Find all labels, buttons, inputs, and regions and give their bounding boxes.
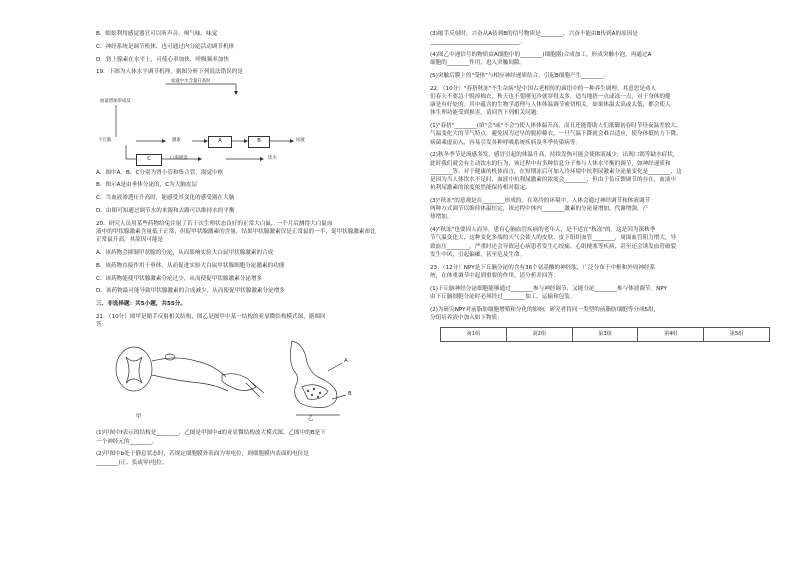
q20-option-b: B．该药物直接作用于垂体，从而促进实验大白鼠甲状腺细胞分泌激素的功能 (96, 262, 285, 269)
question-20-stem-3: 正常鼠升高，其原因可能是 (96, 237, 164, 244)
q23-part1-cont: 由下丘脑细胞分泌时必须经过________加工、运输和包装。 (430, 293, 576, 300)
q22-part4-cont3: 发生中风，引起偏瘫，甚至危及生命。 (430, 251, 526, 258)
diagram-arrows (96, 79, 448, 165)
question-21-stem: 21．（10分）图甲是缩手反射相关结构，图乙是图甲中某一结构的亚显微结构模式图，据图回 (96, 313, 326, 320)
left-column (96, 30, 448, 467)
table-header-cell: 第5组 (704, 327, 770, 341)
question-19-stem: 19．下图为人体水平调节机理，据图分析下列说法错误的是 (96, 69, 243, 76)
table-header-cell: 第1组 (441, 327, 507, 341)
q22-part2-cont: 此时我们就会有主动饮水的行为，该过程中有多种信息分子参与人体水平衡的调节，如神经递质和 (430, 160, 671, 167)
q21-part4: (4)图乙中递信号的物质由A细胞中的________(细胞器)合成加工，形成突触小泡，再通过A (430, 52, 652, 58)
label-urine: 尿液 (296, 137, 305, 143)
reflex-figure-drawing (96, 331, 448, 425)
q22-part1-cont: 气温变化大的节气特点，避免因为过早的脱掉棉衣，一旦气温下降就会难以适应，使身体抵抗力下降， (430, 131, 682, 138)
question-20-stem: 20．研究人员用某些药物给兔注射了若干次生理状态良好的正常大白鼠，一个月后测得大白鼠血 (96, 220, 333, 227)
question-23-stem-2: 统，在体重调节中起到重要的作用。请分析并回答： (430, 272, 559, 279)
q22-part2: (2)秋冬季节是流感多发，感冒引起的体温升高，持续发热可能会使体液减少，出现口渴等缺水症状， (430, 152, 679, 159)
table-row (441, 327, 770, 341)
q21-part1: (1)甲图中f表示的结构是________，乙图是甲图中d的亚显微结构放大模式图，乙图中的B是下 (96, 430, 326, 437)
table-header-cell: 第3组 (572, 327, 638, 341)
q22-part1: (1)"春捂"________(填"会"或"不会")使人体体温升高，而且还能帮助人们抵御初春时节昼夜温差较大、 (430, 123, 682, 130)
label-a: A (344, 358, 348, 365)
q23-part2: (2)为研究NPY对前脂肪细胞增殖和分化的影响，研究者将同一类型的前脂肪细胞等分成5组， (430, 306, 660, 313)
label-blood-water-rise: 血液中水含量升高时 (171, 78, 211, 84)
q22-part2-cont4: 抗利尿激素的浓度依然能保持相对稳定。 (430, 185, 531, 192)
box-b: B (248, 136, 270, 148)
q20-option-d: D．该药物最可能导致甲状腺激素的合成减少，从而使促甲状腺激素分泌增多 (96, 288, 285, 295)
label-drink: 饮水 (268, 155, 277, 161)
q21-part5: (5)突触后膜上的"受体"与相应神经递质结合，引起B细胞产生________。 (430, 73, 610, 79)
question-21-stem-2: 答： (96, 322, 108, 329)
box-a: A (208, 136, 232, 148)
option-b: B．蜈蚣利用感觉器官可以听声音、嗅气味、味觉 (96, 31, 218, 37)
question-22-stem-2: 们春天不要急于脱掉棉衣，秋天也不要刚见冷就穿得太多，适当地捂一点或冻一点，对于身体的健 (430, 94, 671, 100)
section-heading: 三、非选择题：共5小题，共55分。 (96, 301, 186, 308)
q22-part3-cont: 两种方式调节以维持体温恒定，该过程中体内________激素的分泌量增加，代谢增强，产 (430, 206, 649, 213)
q20-option-c: C．该药物能使甲状腺激素分泌过少，从而使促甲状腺激素分泌增多 (96, 275, 263, 282)
question-22-stem-3: 康是有好处的。其中蕴含的生物学道理与人体体温调节密切相关。如果体温太高或太低，都会使人 (430, 102, 671, 109)
option-c: C．神经系统是调节机体、也可通过内分泌活动调节机体 (96, 43, 235, 50)
label-thirst: 口渴感觉 (170, 155, 188, 161)
label-b: B (348, 391, 352, 398)
group-table (440, 327, 770, 342)
q21-part4-cont: 细胞的________作用，进入突触间隙。 (430, 60, 526, 67)
label-hypothalamus: 下丘脑 (98, 137, 112, 143)
question-22-stem: 22．（10分）"春捂秋冻"不生杂病"是中国古老相传的谚语中的一种养生调理。其意思是劝人 (430, 85, 657, 92)
water-balance-diagram (96, 79, 448, 165)
q19-option-d: D．由图可知通过调节水的来源和去路可以维持水的平衡 (96, 207, 235, 214)
table-header-cell: 第2组 (506, 327, 572, 341)
q22-part3: (3)"秋冻"的意观是在________形成的。在寒冷的环境中，人体会通过神经调节和体液调节 (430, 198, 651, 205)
q21-part1-cont: 一个神经元的________。 (96, 438, 158, 445)
q19-option-a: A．图中A、B、C分别为肾小管和集合管、渴觉中枢 (96, 169, 224, 176)
q21-part2-cont: ________(正、负或零)电位。 (96, 459, 168, 466)
table-header-cell: 第4组 (638, 327, 704, 341)
q22-part2-cont2: ________等。对于健康的机体而言，在短期冻后可加入冷环境中抗利尿激素分泌量变化是________，这 (430, 168, 682, 175)
q21-part3-cont: ________________________________。 (430, 39, 526, 46)
q22-part4-cont2: 致血压________。严重时还会导致冠心病患者发生心绞痛、心肌梗塞等疾病，甚至还会诱发血管破裂 (430, 243, 677, 250)
q22-part4-cont: 节气温变化大，这种变化多端的天气会使人的皮肤、皮下组织血管________，周围血管阻力增大，导 (430, 235, 677, 242)
q21-part2: (2)甲图中b处于静息状态时，若规定细胞膜外表面为零电位，则细胞膜内表面的电位是 (96, 451, 309, 458)
box-c: C (136, 154, 162, 166)
q22-part1-cont2: 病菌乘虚而入，容易引发各种呼吸系统疾病及冬季传染病等。 (430, 139, 582, 146)
right-column (430, 30, 782, 342)
label-yi: 乙 (308, 416, 314, 423)
label-hormone: 激素 (172, 137, 181, 143)
question-23-stem: 23．（12分）NPY是下丘脑分泌的含有36个氨基酸的神经肽，广泛分布于中枢和外周神经系 (430, 264, 656, 271)
q20-option-a: A．该药物会抑制甲状腺的分泌，从而影响实验大白鼠甲状腺激素的合成 (96, 249, 274, 256)
q19-option-c: C．当血液渗透压升高时，能感受其变化的感受器在大脑 (96, 195, 235, 202)
q22-part3-cont2: 热增加。 (430, 214, 453, 221)
q21-part3: (3)缩手反射时，兴奋从A传到B的信号物质是________，兴奋不能由B传到A的原因是 (430, 31, 638, 37)
label-stimulus: 血量增加形成反 (100, 98, 131, 104)
reflex-figure (96, 331, 448, 425)
q23-part1: (1)下丘脑神经分泌细胞能够通过________参与神经调节，又能分泌________参与体液调节。NPY (430, 285, 667, 292)
label-jia: 甲 (136, 414, 142, 421)
question-22-stem-4: 体生理功能受到损害。请回答下列相关问题： (430, 110, 542, 117)
q23-part2-cont: 分组培养液中加入如下物质： (430, 314, 503, 321)
question-20-stem-2: 液中的甲状腺激素含量低于正常，但促甲状腺激素的含量，结果甲状腺激素仅是正常鼠的一半，促甲状腺激素却比 (96, 228, 376, 235)
q19-option-b: B．图示A是由垂体分泌的，C为大脑皮层 (96, 182, 198, 189)
q22-part4: (4)"秋冻"也要因人而异。患有心脑血管疾病的老年人，是不适宜"秋冻"的。这是因为深秋季 (430, 227, 656, 234)
q22-part2-cont3: 是因为当人体饮水不足时，血液中抗利尿激素的浓度会________，但由于负反馈调节的存在，血液中 (430, 177, 677, 184)
option-d: D．肾上腺素在水平上，可使心率加快，呼吸频率加快 (96, 56, 229, 63)
